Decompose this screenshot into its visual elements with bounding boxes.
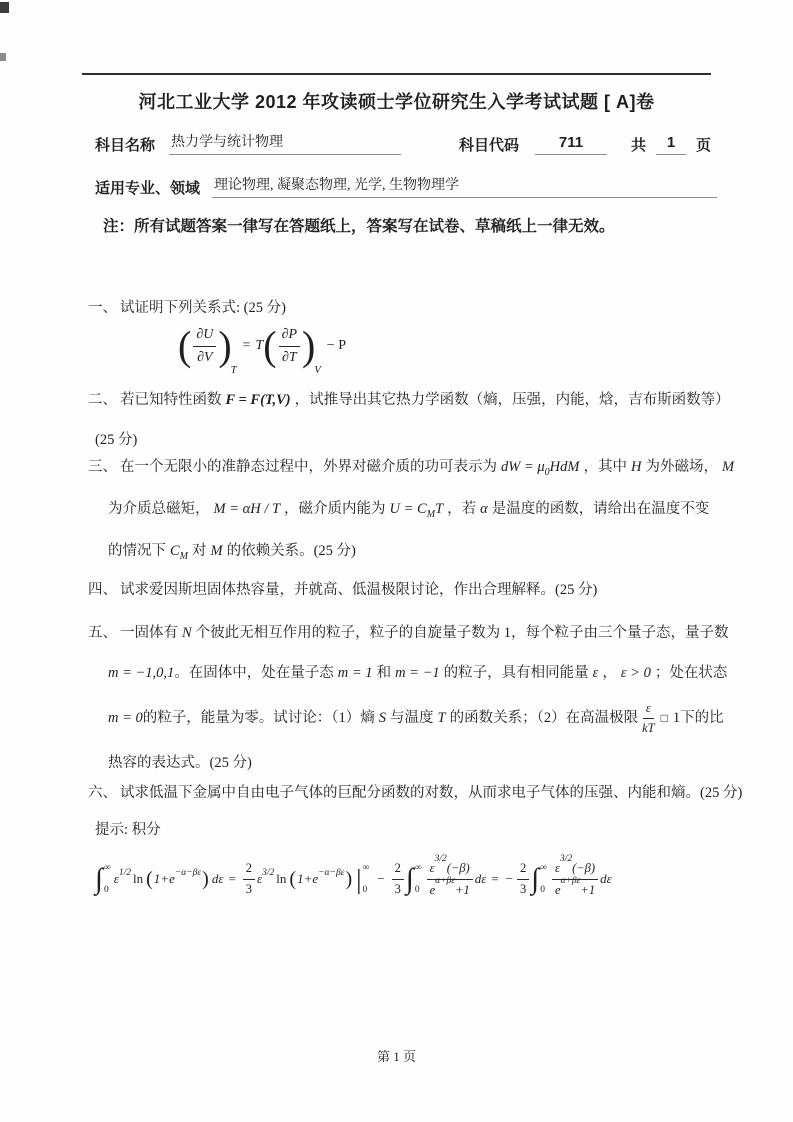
math-CM: $C_M$: [170, 543, 189, 562]
text: 1下的比: [672, 710, 724, 726]
frac-2-3: $\frac{2}{3}$: [243, 861, 255, 897]
right-paren: ): [202, 868, 209, 890]
question-5-line-2: [108, 653, 728, 693]
math-eps: ε: [113, 871, 119, 886]
q1-formula: [178, 322, 351, 376]
frac-denominator: ∂V: [197, 349, 213, 365]
text: ，: [602, 665, 617, 681]
header-row-majors: [95, 174, 717, 198]
major-label: 适用专业、领域: [95, 180, 201, 197]
text: 在一个无限小的准静态过程中，外界对磁介质的功可表示为: [120, 459, 497, 475]
math-m-values: m = −1,0,1: [108, 665, 175, 681]
text: 。在固体中，处在量子态: [174, 665, 334, 681]
math-alpha: α: [480, 501, 488, 517]
subject-label: 科目名称: [95, 137, 156, 154]
total-pages-value: 1: [656, 134, 686, 155]
ln-operator: ln: [133, 871, 144, 886]
math-d-eps: dε: [600, 871, 612, 886]
math-M-alphaHT: M = αH / T: [213, 501, 281, 517]
q6-integral-formula: [95, 851, 723, 907]
math-H: H: [630, 459, 642, 475]
left-paren: (: [289, 868, 297, 890]
text: ，试推导出其它热力学函数（熵，压强，内能，焓，吉布斯函数等）: [294, 392, 730, 408]
math-1-plus-e: 1+e: [153, 871, 175, 886]
code-label: 科目代码: [458, 137, 519, 154]
left-paren: (: [146, 868, 153, 890]
math-epsilon: ε: [592, 665, 599, 681]
equals-sign: =: [228, 871, 236, 886]
frac-2-3: $\frac{2}{3}$: [392, 861, 404, 897]
math-U-CMT: $U = C_MT$: [389, 501, 444, 520]
text: 的粒子，能量为零。试讨论：（1）熵: [142, 710, 375, 726]
frac-denominator: ∂T: [281, 349, 297, 365]
total-label: 共: [630, 137, 646, 154]
subject-value: 热力学与统计物理: [169, 131, 401, 155]
scan-artifact: [0, 53, 6, 61]
math-eps: ε: [257, 871, 263, 886]
header-rule: [82, 73, 711, 75]
right-paren: ): [218, 322, 232, 369]
major-value: 理论物理, 凝聚态物理, 光学, 生物物理学: [212, 174, 717, 198]
math-m1: m = 1: [337, 665, 373, 681]
frac-2-3: $\frac{2}{3}$: [517, 861, 529, 897]
question-2-line-1: [108, 380, 730, 420]
text: ；处在状态: [654, 665, 728, 681]
big-fraction: $\varepsilon^{3/2}(-\beta)$ $e^{\alpha+\beta\varepsilon}+1$: [427, 860, 473, 899]
text: ，若: [447, 501, 477, 517]
question-3-line-3: [108, 531, 723, 573]
text: 的函数关系；（2）在高温极限: [449, 710, 639, 726]
text: ，磁介质内能为: [284, 501, 386, 517]
page-title: 河北工业大学 2012 年攻读硕士学位研究生入学考试试题 [ A]卷: [138, 92, 655, 112]
math-d-eps: dε: [474, 871, 487, 886]
text: 为外磁场，: [645, 459, 718, 475]
exponent: 1/2: [118, 868, 131, 878]
text: 为介质总磁矩，: [108, 501, 210, 517]
frac-numerator: ∂U: [193, 326, 216, 347]
equals-sign: =: [242, 338, 251, 353]
exponent: −α−βε: [174, 868, 202, 878]
math-d-eps: dε: [211, 871, 224, 886]
question-1-text: 试证明下列关系式: (25 分): [120, 300, 286, 316]
big-fraction: $\varepsilon^{3/2}(-\beta)$ $e^{\alpha+\beta\varepsilon}+1$: [552, 860, 598, 899]
scan-artifact: [0, 2, 9, 13]
exam-note: 注：所有试题答案一律写在答题纸上，答案写在试卷、草稿纸上一律无效。: [103, 218, 615, 235]
question-5-line-3: [108, 693, 723, 743]
right-paren: ): [302, 322, 316, 369]
text: 的粒子，具有相同能量: [443, 665, 589, 681]
question-5-line-4: 热容的表达式。(25 分): [108, 755, 252, 771]
equals-sign: =: [491, 871, 499, 886]
text: 与温度: [390, 710, 434, 726]
question-1-number: 一、: [88, 300, 117, 316]
exponent: −α−βε: [318, 868, 345, 878]
math-T: T: [437, 710, 446, 726]
question-5: [88, 613, 729, 783]
left-paren: (: [178, 322, 192, 369]
integral-with-limits: ∫ ∞ 0: [405, 862, 422, 895]
math-eps-over-kT: $\frac{\varepsilon}{kT}$: [642, 700, 655, 736]
math-dW: dW = $\mu_0HdM$: [501, 459, 580, 478]
minus-sign: −: [377, 871, 385, 886]
text: 的情况下: [108, 543, 166, 559]
integral-with-limits: ∫ ∞ 0: [531, 862, 547, 895]
math-M: M: [721, 459, 735, 475]
question-5-number: 五、: [88, 625, 117, 641]
question-6: [88, 773, 743, 907]
question-4-number: 四、: [88, 582, 117, 598]
header-row-subject: [95, 131, 711, 155]
question-2-score: (25 分): [95, 432, 138, 448]
question-4-text: 试求爱因斯坦固体热容量，并就高、低温极限讨论，作出合理解释。(25 分): [120, 582, 598, 598]
question-6-number: 六、: [88, 785, 117, 801]
evaluation-bar-with-limits: | ∞ 0: [356, 863, 370, 895]
text: 的依赖关系。(25 分): [226, 543, 356, 559]
paren-subscript: V: [314, 365, 321, 376]
minus-P: − P: [326, 338, 346, 353]
exponent: 3/2: [262, 868, 275, 878]
question-3-line-2: [108, 489, 723, 531]
question-3-line-1: [108, 447, 735, 489]
left-paren: (: [263, 322, 277, 369]
paren-subscript: T: [230, 365, 237, 376]
math-F-TV: F = F(T,V): [225, 392, 291, 408]
question-6-hint: 提示: 积分: [95, 822, 161, 838]
missing-glyph-box: □: [660, 711, 668, 725]
text: 和: [376, 665, 392, 681]
frac-numerator: ∂P: [279, 326, 300, 347]
math-M: M: [210, 543, 223, 559]
math-N: N: [182, 625, 192, 641]
text: 若已知特性函数: [120, 392, 222, 408]
minus-sign: −: [505, 871, 514, 886]
question-3-number: 三、: [88, 459, 117, 475]
page-number-footer: 第 1 页: [376, 1049, 416, 1064]
ln-operator: ln: [276, 871, 287, 886]
text: 是温度的函数，请给出在温度不变: [491, 501, 710, 517]
text: 一固体有: [120, 625, 178, 641]
code-value: 711: [535, 134, 607, 155]
math-m0: m = 0: [108, 710, 143, 726]
right-paren: ): [345, 868, 353, 890]
math-epsilon-gt0: ε > 0: [620, 665, 651, 681]
text: 对: [192, 543, 207, 559]
integral-with-limits: ∫ ∞ 0: [95, 862, 111, 895]
question-6-text: 试求低温下金属中自由电子气体的巨配分函数的对数，从而求电子气体的压强、内能和熵。(25 分): [120, 785, 743, 801]
math-m-neg1: m = −1: [395, 665, 440, 681]
text: 个彼此无相互作用的粒子，粒子的自旋量子数为 1，每个粒子由三个量子态，量子数: [195, 625, 729, 641]
page-unit-label: 页: [695, 137, 711, 154]
math-1-plus-e: 1+e: [297, 871, 319, 886]
question-3: [88, 447, 735, 573]
coefficient-T: T: [255, 338, 264, 353]
question-4: [88, 570, 723, 610]
question-2-number: 二、: [88, 392, 117, 408]
text: ，其中: [583, 459, 627, 475]
question-5-line-1: [108, 613, 729, 653]
math-S: S: [378, 710, 387, 726]
